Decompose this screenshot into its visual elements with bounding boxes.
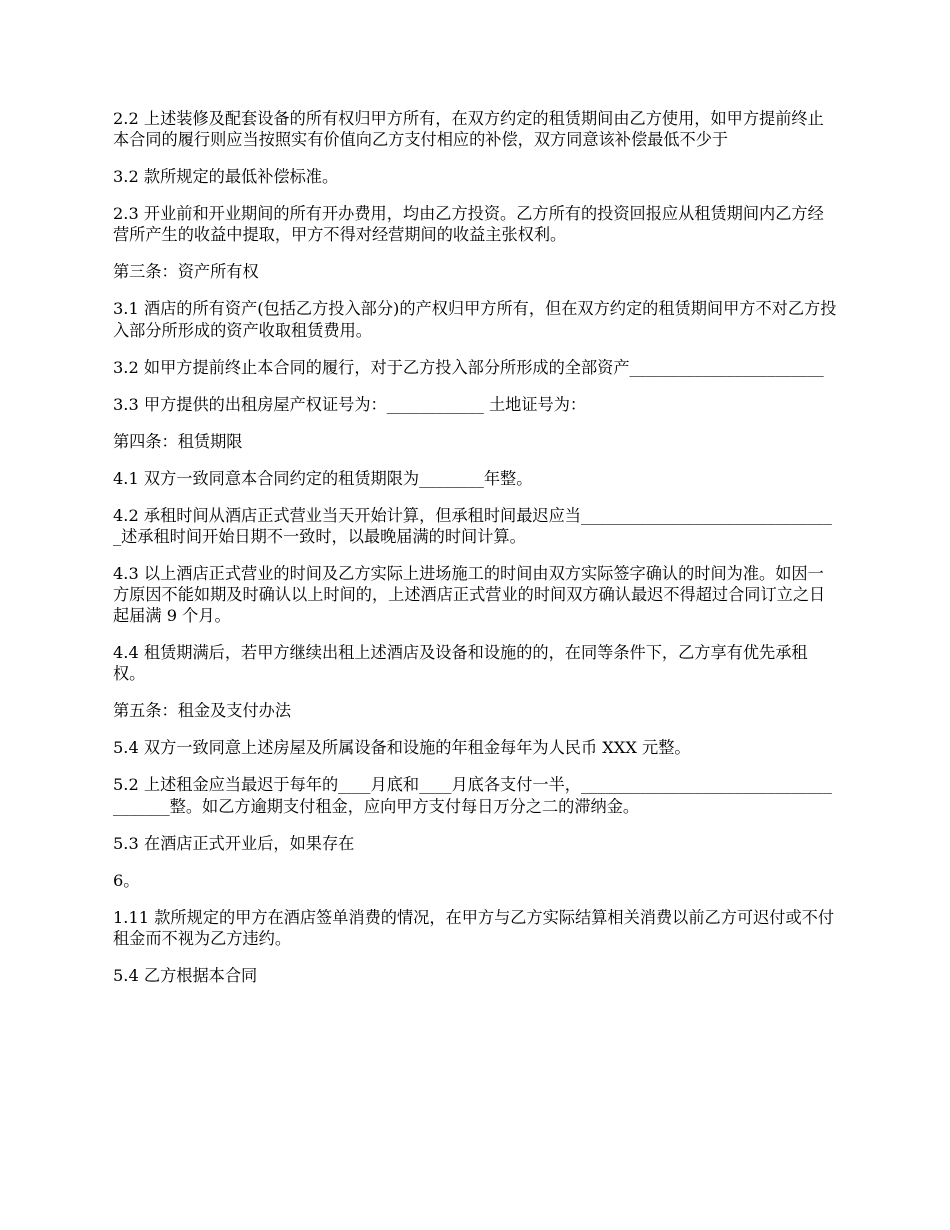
paragraph-4-1: 4.1 双方一致同意本合同约定的租赁期限为________年整。: [113, 468, 533, 488]
paragraph-5-4-contract: 5.4 乙方根据本合同: [113, 965, 258, 985]
document-body: [113, 108, 839, 986]
paragraph-2-3: 2.3 开业前和开业期间的所有开办费用，均由乙方投资。乙方所有的投资回报应从租赁期间内乙方经营所产生的收益中提取，甲方不得对经营期间的收益主张权利。: [113, 204, 824, 245]
paragraph-3-2: 3.2 如甲方提前终止本合同的履行，对于乙方投入部分所形成的全部资产________________________: [113, 357, 824, 377]
paragraph-5-2: 5.2 上述租金应当最迟于每年的____月底和____月底各支付一半，______________________________________整。如乙方逾期支付租金，应向甲方支付每日万分之二的滞纳金。: [113, 775, 832, 816]
paragraph-1-11: 1.11 款所规定的甲方在酒店签单消费的情况，在甲方与乙方实际结算相关消费以前乙方可迟付或不付租金而不视为乙方违约。: [113, 907, 835, 948]
section-heading-article-3: 第三条：资产所有权: [113, 262, 259, 282]
paragraph-4-2: 4.2 承租时间从酒店正式营业当天开始计算，但承租时间最迟应当________________________________述承租时间开始日期不一致时，以最晚届满的时间计算。: [113, 505, 832, 546]
paragraph-4-4: 4.4 租赁期满后，若甲方继续出租上述酒店及设备和设施的的，在同等条件下，乙方享有优先承租权。: [113, 643, 808, 684]
paragraph-6-fragment: 6。: [113, 870, 140, 890]
paragraph-5-4-rent: 5.4 双方一致同意上述房屋及所属设备和设施的年租金每年为人民币 XXX 元整。: [113, 738, 691, 758]
section-heading-article-5: 第五条：租金及支付办法: [113, 701, 292, 721]
section-heading-article-4: 第四条：租赁期限: [113, 431, 243, 451]
paragraph-2-2: 2.2 上述装修及配套设备的所有权归甲方所有，在双方约定的租赁期间由乙方使用，如甲方提前终止本合同的履行则应当按照实有价值向乙方支付相应的补偿，双方同意该补偿最低不少于: [113, 109, 824, 150]
paragraph-3-1: 3.1 酒店的所有资产(包括乙方投入部分)的产权归甲方所有，但在双方约定的租赁期间甲方不对乙方投入部分所形成的资产收取租赁费用。: [113, 299, 837, 340]
paragraph-4-3: 4.3 以上酒店正式营业的时间及乙方实际上进场施工的时间由双方实际签字确认的时间为准。如因一方原因不能如期及时确认以上时间的，上述酒店正式营业的时间双方确认最迟不得超过合同订立之日起届满 9 个月。: [113, 563, 826, 626]
paragraph-5-3: 5.3 在酒店正式开业后，如果存在: [113, 833, 355, 853]
paragraph-3-3: 3.3 甲方提供的出租房屋产权证号为：____________ 土地证号为：: [113, 394, 587, 414]
paragraph-3-2-standard: 3.2 款所规定的最低补偿标准。: [113, 167, 339, 187]
